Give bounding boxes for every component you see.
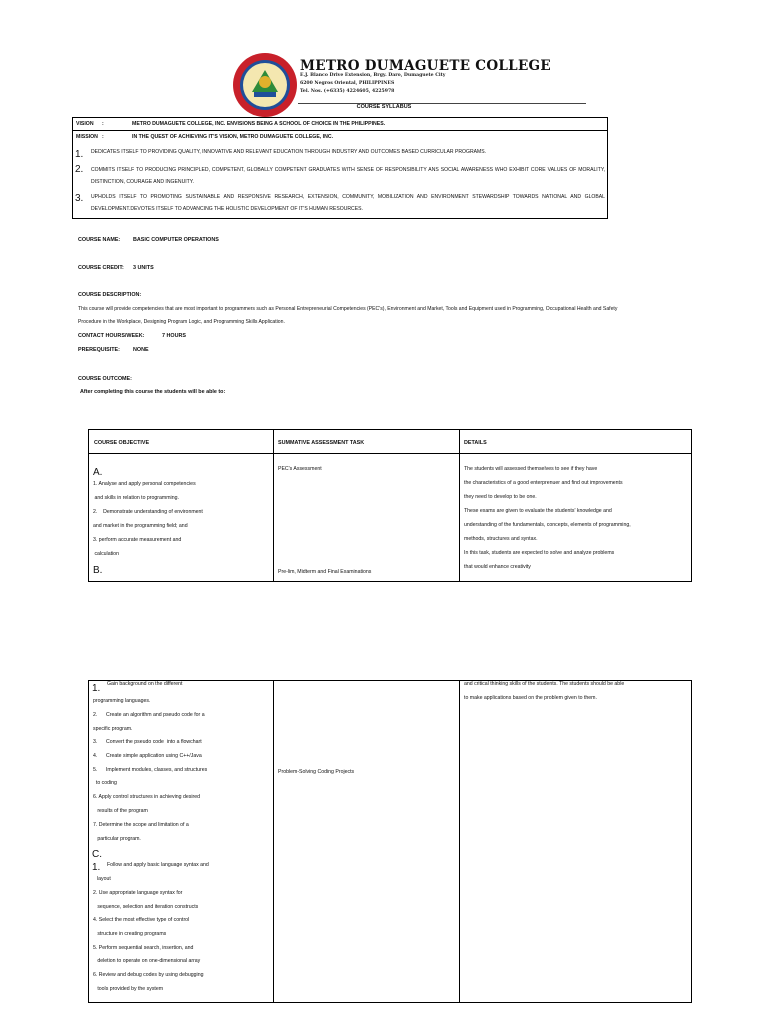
objective-line: specific program. bbox=[93, 726, 133, 732]
mission-item-3-number: 3. bbox=[75, 193, 84, 204]
objective-line: layout bbox=[97, 876, 111, 882]
mission-item-2-number: 2. bbox=[75, 164, 84, 175]
objective-line: 6. Review and debug codes by using debugging bbox=[93, 972, 204, 978]
objective-line: Follow and apply basic language syntax and bbox=[107, 862, 209, 868]
mission-item-3: UPHOLDS ITSELF TO PROMOTING SUSTAINABLE AND RESPONSIVE RESEARCH, EXTENSION, COMMUNITY, MOBILIZATION AND ENVIRONMENT STEWARDSHIP TOWARDS NATIONAL AND GLOBAL DEVELOPMENT.DEVOTES ITSELF TO ADVANCING THE HOLISTIC DEVELOPMENT OF IT'S HUMAN RESOURCES. bbox=[91, 194, 605, 212]
college-name: METRO DUMAGUETE COLLEGE bbox=[300, 58, 551, 74]
course-description-line-2: Procedure in the Workplace, Designing Program Logic, and Programming Skills Application. bbox=[78, 319, 285, 325]
objective-line: and market in the programming field; and bbox=[93, 523, 188, 529]
details-line: to make applications based on the problem given to them. bbox=[464, 695, 597, 701]
prerequisite-label: PREREQUISITE: bbox=[78, 347, 120, 353]
vision-label: VISION bbox=[76, 121, 94, 127]
objective-line: calculation bbox=[93, 551, 119, 557]
details-line: methods, structures and syntax. bbox=[464, 536, 538, 542]
objective-line: Gain background on the different bbox=[107, 681, 183, 687]
outcomes-table-continued bbox=[88, 680, 692, 1003]
objective-line: 2. Create an algorithm and pseudo code for a bbox=[93, 712, 205, 718]
vision-row bbox=[73, 118, 607, 131]
course-description-label: COURSE DESCRIPTION: bbox=[78, 292, 142, 298]
objective-line: sequence, selection and iteration constructs bbox=[93, 904, 199, 910]
objective-line: 4. Select the most effective type of control bbox=[93, 917, 190, 923]
objective-line: 1. Analyse and apply personal competencies bbox=[93, 481, 196, 487]
address-line-3: Tel. Nos. (+6335) 4224605, 4225978 bbox=[300, 89, 395, 94]
details-line: The students will assessed themselves to see if they have bbox=[464, 466, 598, 472]
objective-line: deletion to operate on one-dimensional array bbox=[93, 958, 201, 964]
mission-item-2: COMMITS ITSELF TO PRODUCING PRINCIPLED, COMPETENT, GLOBALLY COMPETENT GRADUATES WITH SENSE OF RESPONSIBILITY ANS SOCIAL AWARENESS WHO EXHIBIT CORE VALUES OF MORALITY, DISTINCTION, COURAGE AND INGENUITY. bbox=[91, 167, 605, 185]
objective-line: structure in creating programs bbox=[93, 931, 167, 937]
vision-colon: : bbox=[102, 121, 104, 127]
objective-line: tools provided by the system bbox=[93, 986, 164, 992]
course-name-value: BASIC COMPUTER OPERATIONS bbox=[133, 237, 219, 243]
mission-colon: : bbox=[102, 134, 104, 140]
mission-item-1: DEDICATES ITSELF TO PROVIDING QUALITY, INNOVATIVE AND RELEVANT EDUCATION THROUGH INDUSTRY AND OUTCOMES BASED CURRICULAR PROGRAMS. bbox=[91, 149, 487, 155]
outcomes-table bbox=[88, 429, 692, 582]
contact-hours-label: CONTACT HOURS/WEEK: bbox=[78, 333, 145, 339]
course-name-label: COURSE NAME: bbox=[78, 237, 121, 243]
course-description-line-1: This course will provide competencies that are most important to programmers such as Personal Entrepreneurial Competencies (PEC's), Environment and Market, Tools and Equipment used in Programming, Occupational Health and Safety bbox=[78, 306, 618, 312]
details-line: These exams are given to evaluate the students' knowledge and bbox=[464, 508, 612, 514]
objective-line: programming languages. bbox=[93, 698, 151, 704]
details-line: In this task, students are expected to solve and analyze problems bbox=[464, 550, 615, 556]
document-title: COURSE SYLLABUS bbox=[356, 104, 412, 110]
column-divider-2 bbox=[459, 681, 460, 1002]
objective-line: 7. Determine the scope and limitation of a bbox=[93, 822, 189, 828]
course-outcome-intro: After completing this course the students will be able to: bbox=[80, 389, 226, 395]
mission-text: IN THE QUEST OF ACHIEVING IT'S VISION, METRO DUMAGUETE COLLEGE, INC. bbox=[132, 134, 334, 140]
assessment-task: Pre-lim, Midterm and Final Examinations bbox=[278, 569, 372, 575]
objective-line: 3. Convert the pseudo code into a flowchart bbox=[93, 739, 202, 745]
header-course-objective: COURSE OBJECTIVE bbox=[94, 440, 150, 446]
mission-row bbox=[73, 131, 607, 143]
objective-c1-number: 1. bbox=[92, 862, 101, 873]
header-details: DETAILS bbox=[464, 440, 487, 446]
section-a-marker: A. bbox=[93, 467, 103, 478]
objective-line: particular program. bbox=[93, 836, 141, 842]
details-line: they need to develop to be one. bbox=[464, 494, 537, 500]
objective-line: 5. Perform sequential search, insertion, and bbox=[93, 945, 194, 951]
details-line: and critical thinking skills of the students. The students should be able bbox=[464, 681, 625, 687]
prerequisite-value: NONE bbox=[133, 347, 149, 353]
address-line-2: 6200 Negros Oriental, PHILIPPINES bbox=[300, 81, 395, 86]
details-line: the characteristics of a good enterprenuer and find out improvements bbox=[464, 480, 623, 486]
objective-line: results of the program bbox=[93, 808, 148, 814]
objective-line: 3. perform accurate measurement and bbox=[93, 537, 182, 543]
objective-line: 2. Use appropriate language syntax for bbox=[93, 890, 183, 896]
course-credit-label: COURSE CREDIT: bbox=[78, 265, 124, 271]
details-line: that would enhance creativity bbox=[464, 564, 531, 570]
column-divider-1 bbox=[273, 430, 274, 581]
address-line-1: E.J. Blanco Drive Extension, Brgy. Daro, Dumaguete City bbox=[300, 73, 446, 78]
mission-item-1-number: 1. bbox=[75, 149, 84, 160]
vision-mission-box bbox=[72, 117, 608, 219]
section-b-marker: B. bbox=[93, 565, 103, 576]
objective-line: 4. Create simple application using C++/Java bbox=[93, 753, 202, 759]
header-summative-task: SUMMATIVE ASSESSMENT TASK bbox=[278, 440, 365, 446]
details-line: understanding of the fundamentals, concepts, elements of programming, bbox=[464, 522, 631, 528]
mission-label: MISSION bbox=[76, 134, 98, 140]
objective-line: and skills in relation to programming. bbox=[93, 495, 179, 501]
contact-hours-value: 7 HOURS bbox=[162, 333, 186, 339]
objective-line: 2. Demonstrate understanding of environment bbox=[93, 509, 203, 515]
course-outcome-label: COURSE OUTCOME: bbox=[78, 376, 132, 382]
course-credit-value: 3 UNITS bbox=[133, 265, 154, 271]
table-header-row bbox=[89, 430, 691, 454]
objective-line: to coding bbox=[93, 780, 117, 786]
objective-b1-number: 1. bbox=[92, 683, 101, 694]
assessment-task: PEC's Assessment bbox=[278, 466, 322, 472]
column-divider-2 bbox=[459, 430, 460, 581]
column-divider-1 bbox=[273, 681, 274, 1002]
section-c-marker: C. bbox=[92, 849, 102, 860]
vision-text: METRO DUMAGUETE COLLEGE, INC. ENVISIONS BEING A SCHOOL OF CHOICE IN THE PHILIPPINES. bbox=[132, 121, 386, 127]
assessment-task: Problem-Solving Coding Projects bbox=[278, 769, 355, 775]
objective-line: 6. Apply control structures in achieving desired bbox=[93, 794, 200, 800]
objective-line: 5. Implement modules, classes, and structures bbox=[93, 767, 208, 773]
